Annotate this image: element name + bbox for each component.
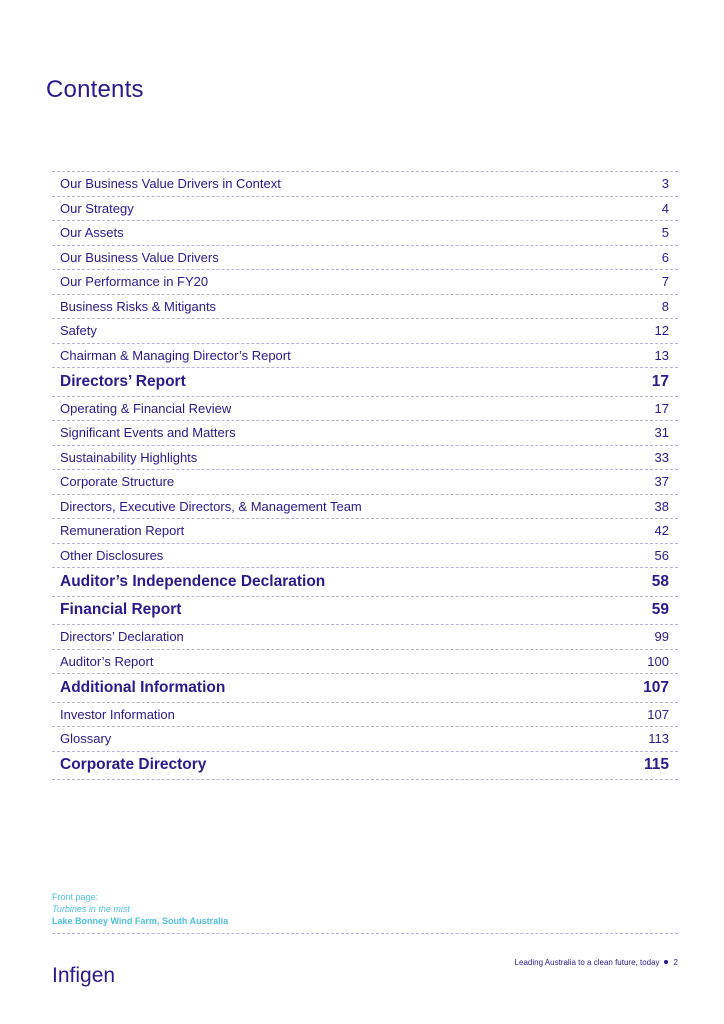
toc-label: Financial Report (60, 601, 182, 619)
toc-page-number: 4 (661, 200, 669, 216)
toc-page-number: 6 (661, 249, 669, 265)
toc-row[interactable] (52, 650, 678, 675)
footer-tagline: Leading Australia to a clean future, today (514, 958, 660, 967)
toc-page-number: 107 (647, 706, 669, 722)
toc-row[interactable] (52, 319, 678, 344)
toc-label: Our Strategy (60, 200, 134, 216)
toc-page-number: 31 (654, 425, 669, 441)
toc-row[interactable] (52, 674, 678, 703)
toc-label: Chairman & Managing Director’s Report (60, 347, 291, 363)
toc-page-number: 13 (654, 347, 669, 363)
caption-subtitle: Turbines in the mist (52, 904, 130, 914)
toc-label: Our Assets (60, 225, 124, 241)
caption-location: Lake Bonney Wind Farm, South Australia (52, 916, 229, 926)
page-title: Contents (46, 76, 144, 103)
toc-page-number: 17 (654, 400, 669, 416)
toc-label: Our Business Value Drivers in Context (60, 176, 281, 192)
toc-row[interactable] (52, 470, 678, 495)
table-of-contents (52, 171, 678, 780)
toc-row[interactable] (52, 597, 678, 626)
toc-label: Auditor’s Report (60, 653, 154, 669)
toc-page-number: 12 (654, 323, 669, 339)
toc-page-number: 5 (661, 225, 669, 241)
toc-row[interactable] (52, 172, 678, 197)
toc-page-number: 100 (647, 653, 669, 669)
toc-row[interactable] (52, 446, 678, 471)
toc-page-number: 17 (651, 372, 669, 390)
toc-label: Sustainability Highlights (60, 449, 198, 465)
toc-page-number: 59 (651, 601, 669, 619)
toc-label: Business Risks & Mitigants (60, 298, 217, 314)
toc-label: Corporate Directory (60, 756, 207, 774)
toc-row[interactable] (52, 752, 678, 781)
toc-row[interactable] (52, 544, 678, 569)
toc-label: Safety (60, 323, 97, 339)
toc-label: Directors’ Declaration (60, 629, 184, 645)
toc-row[interactable] (52, 295, 678, 320)
toc-page-number: 56 (654, 547, 669, 563)
toc-page-number: 33 (654, 449, 669, 465)
toc-label: Additional Information (60, 678, 226, 696)
toc-page-number: 107 (643, 678, 669, 696)
toc-label: Auditor’s Independence Declaration (60, 572, 326, 590)
toc-row[interactable] (52, 397, 678, 422)
toc-row[interactable] (52, 703, 678, 728)
toc-row[interactable] (52, 344, 678, 369)
footer-divider (52, 933, 678, 934)
toc-page-number: 3 (661, 176, 669, 192)
toc-label: Investor Information (60, 706, 175, 722)
toc-label: Other Disclosures (60, 547, 164, 563)
toc-row[interactable] (52, 495, 678, 520)
caption-heading: Front page: (52, 892, 99, 902)
toc-page-number: 42 (654, 523, 669, 539)
toc-row[interactable] (52, 270, 678, 295)
toc-row[interactable] (52, 246, 678, 271)
toc-row[interactable] (52, 221, 678, 246)
toc-label: Remuneration Report (60, 523, 185, 539)
toc-row[interactable] (52, 368, 678, 397)
toc-label: Directors, Executive Directors, & Management Team (60, 498, 362, 514)
bullet-icon (664, 960, 668, 964)
toc-row[interactable] (52, 625, 678, 650)
toc-label: Our Performance in FY20 (60, 274, 209, 290)
toc-page-number: 58 (651, 572, 669, 590)
toc-label: Corporate Structure (60, 474, 175, 490)
toc-label: Glossary (60, 731, 112, 747)
toc-row[interactable] (52, 727, 678, 752)
toc-label: Operating & Financial Review (60, 400, 232, 416)
toc-label: Our Business Value Drivers (60, 249, 219, 265)
toc-row[interactable] (52, 421, 678, 446)
page-footer (515, 958, 678, 967)
toc-label: Directors’ Report (60, 372, 186, 390)
footer-page-number: 2 (673, 958, 678, 967)
toc-row[interactable] (52, 197, 678, 222)
brand-logo: Infigen (52, 964, 116, 987)
toc-page-number: 113 (648, 731, 669, 747)
toc-row[interactable] (52, 568, 678, 597)
toc-page-number: 115 (643, 756, 669, 774)
toc-page-number: 8 (661, 298, 669, 314)
toc-label: Significant Events and Matters (60, 425, 236, 441)
toc-page-number: 7 (661, 274, 669, 290)
front-page-caption (52, 891, 228, 927)
toc-page-number: 38 (654, 498, 669, 514)
toc-row[interactable] (52, 519, 678, 544)
toc-page-number: 99 (654, 629, 669, 645)
toc-page-number: 37 (654, 474, 669, 490)
